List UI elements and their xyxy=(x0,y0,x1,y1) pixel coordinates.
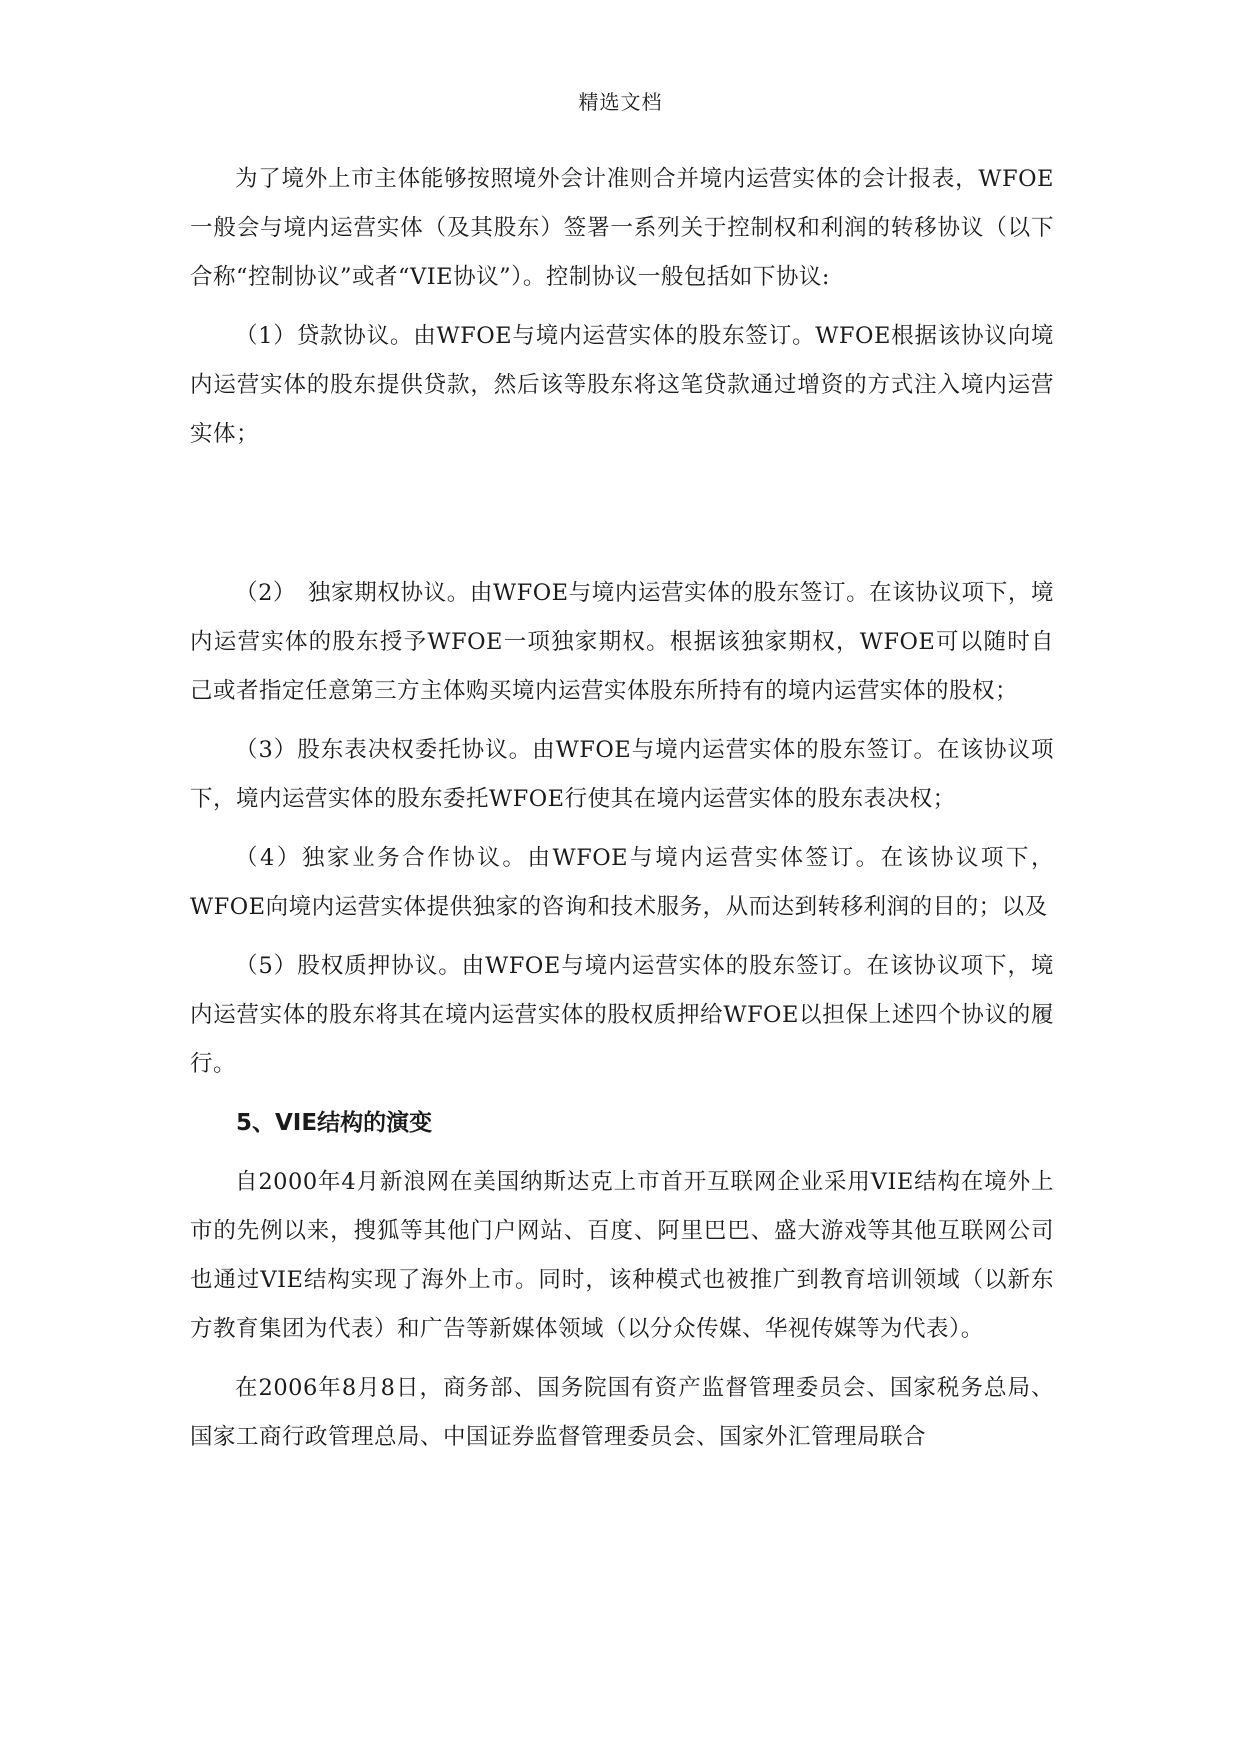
paragraph-equity-pledge: （5）股权质押协议。由WFOE与境内运营实体的股东签订。在该协议项下，境内运营实体的股东将其在境内运营实体的股权质押给WFOE以担保上述四个协议的履行。 xyxy=(190,953,1054,1077)
paragraph-exclusive-option: （2） 独家期权协议。由WFOE与境内运营实体的股东签订。在该协议项下，境内运营实体的股东授予WFOE一项独家期权。根据该独家期权，WFOE可以随时自己或者指定任意第三方主体购买境内运营实体股东所持有的境内运营实体的股权； xyxy=(190,580,1054,704)
section-heading: 5、VIE结构的演变 xyxy=(236,1110,433,1136)
page-header: 精选文档 xyxy=(578,90,663,114)
document-body xyxy=(190,155,1054,1462)
paragraph-intro: 为了境外上市主体能够按照境外会计准则合并境内运营实体的会计报表，WFOE一般会与境内运营实体（及其股东）签署一系列关于控制权和利润的转移协议（以下合称“控制协议”或者“VIE协议”）。控制协议一般包括如下协议: xyxy=(190,166,1054,290)
paragraph-loan-agreement: （1）贷款协议。由WFOE与境内运营实体的股东签订。WFOE根据该协议向境内运营实体的股东提供贷款，然后该等股东将这笔贷款通过增资的方式注入境内运营实体； xyxy=(190,323,1054,447)
paragraph-exclusive-business: （4）独家业务合作协议。由WFOE与境内运营实体签订。在该协议项下，WFOE向境内运营实体提供独家的咨询和技术服务，从而达到转移利润的目的；以及 xyxy=(190,845,1054,920)
paragraph-history: 自2000年4月新浪网在美国纳斯达克上市首开互联网企业采用VIE结构在境外上市的先例以来，搜狐等其他门户网站、百度、阿里巴巴、盛大游戏等其他互联网公司也通过VIE结构实现了海外上市。同时，该种模式也被推广到教育培训领域（以新东方教育集团为代表）和广告等新媒体领域（以分众传媒、华视传媒等为代表）。 xyxy=(190,1169,1054,1342)
paragraph-voting-proxy: （3）股东表决权委托协议。由WFOE与境内运营实体的股东签订。在该协议项下，境内运营实体的股东委托WFOE行使其在境内运营实体的股东表决权； xyxy=(190,737,1054,812)
paragraph-regulation: 在2006年8月8日，商务部、国务院国有资产监督管理委员会、国家税务总局、国家工商行政管理总局、中国证券监督管理委员会、国家外汇管理局联合 xyxy=(190,1375,1054,1450)
